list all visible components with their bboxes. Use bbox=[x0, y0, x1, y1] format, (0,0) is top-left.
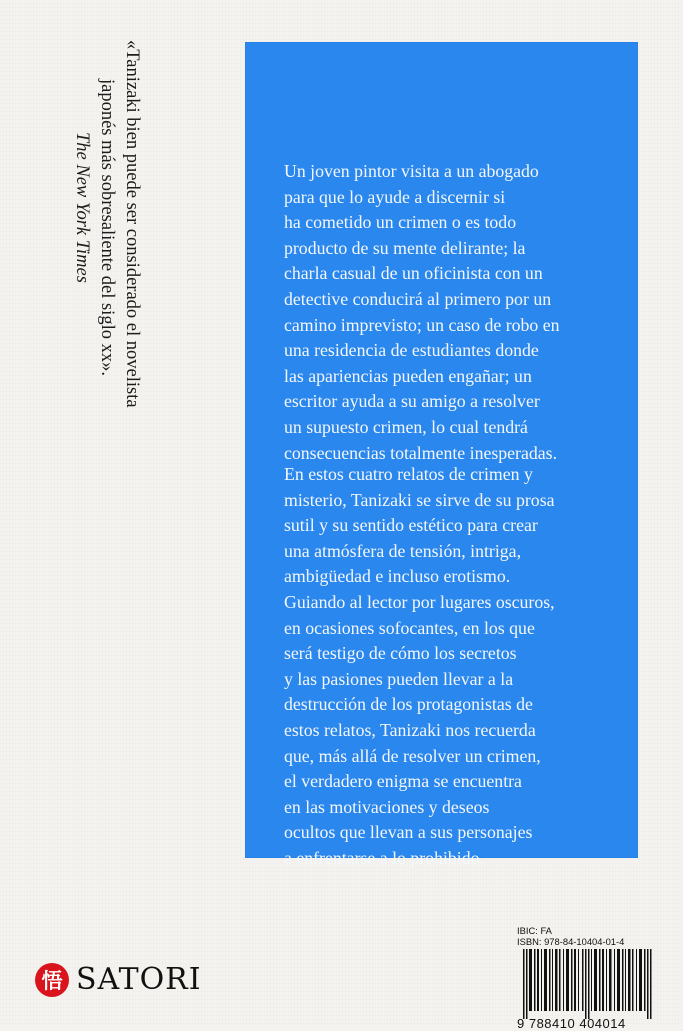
synopsis-line: detective conducirá al primero por un bbox=[284, 288, 552, 309]
synopsis-line: misterio, Tanizaki se sirve de su prosa bbox=[284, 489, 555, 510]
synopsis-line: un supuesto crimen, lo cual tendrá bbox=[284, 416, 528, 437]
synopsis-line: charla casual de un oficinista con un bbox=[284, 263, 543, 284]
synopsis-line: ambigüedad e incluso erotismo. bbox=[284, 566, 511, 587]
synopsis-line: que, más allá de resolver un crimen, bbox=[284, 745, 541, 766]
synopsis-line: Un joven pintor visita a un abogado bbox=[284, 161, 539, 181]
synopsis-line: en las motivaciones y deseos bbox=[284, 796, 490, 817]
satori-emblem-icon: 悟 bbox=[35, 963, 69, 997]
quote-source: The New York Times bbox=[72, 132, 92, 283]
synopsis-line: destrucción de los protagonistas de bbox=[284, 694, 533, 715]
synopsis-line: para que lo ayude a discernir si bbox=[284, 186, 506, 207]
quote-line-1: «Tanizaki bien puede ser considerado el novelista bbox=[122, 40, 142, 408]
barcode-icon bbox=[519, 949, 659, 1019]
isbn-block bbox=[517, 925, 667, 1031]
synopsis-line: el verdadero enigma se encuentra bbox=[284, 771, 522, 792]
synopsis-paragraph-2 bbox=[284, 462, 644, 872]
synopsis-line: estos relatos, Tanizaki nos recuerda bbox=[284, 719, 536, 740]
synopsis-line: será testigo de cómo los secretos bbox=[284, 643, 517, 664]
synopsis-line: una atmósfera de tensión, intriga, bbox=[284, 540, 522, 561]
synopsis-paragraph-1 bbox=[284, 159, 644, 466]
synopsis-line: Guiando al lector por lugares oscuros, bbox=[284, 591, 555, 612]
synopsis-line: una residencia de estudiantes donde bbox=[284, 340, 539, 361]
publisher-logo bbox=[35, 962, 202, 997]
review-quote-text bbox=[24, 40, 144, 920]
quote-line-2: japonés más sobresaliente del siglo xx». bbox=[97, 79, 117, 376]
synopsis-line: y las pasiones pueden llevar a la bbox=[284, 668, 514, 689]
ibic-code: IBIC: FA bbox=[517, 925, 552, 936]
publisher-name: SATORI bbox=[76, 962, 202, 997]
synopsis-line: En estos cuatro relatos de crimen y bbox=[284, 464, 533, 484]
synopsis-line: a enfrentarse a lo prohibido. bbox=[284, 847, 484, 868]
barcode-number: 9 788410 404014 bbox=[517, 1016, 626, 1031]
synopsis-line: consecuencias totalmente inesperadas. bbox=[284, 442, 558, 463]
review-quote bbox=[24, 40, 144, 920]
synopsis-line: las apariencias pueden engañar; un bbox=[284, 365, 532, 386]
synopsis-line: producto de su mente delirante; la bbox=[284, 237, 526, 258]
synopsis-line: sutil y su sentido estético para crear bbox=[284, 515, 538, 536]
synopsis-line: ha cometido un crimen o es todo bbox=[284, 212, 517, 233]
synopsis-line: ocultos que llevan a sus personajes bbox=[284, 822, 533, 843]
synopsis-line: en ocasiones sofocantes, en los que bbox=[284, 617, 535, 638]
synopsis-line: camino imprevisto; un caso de robo en bbox=[284, 314, 560, 335]
synopsis-line: escritor ayuda a su amigo a resolver bbox=[284, 391, 540, 412]
isbn-code: ISBN: 978-84-10404-01-4 bbox=[517, 936, 625, 947]
